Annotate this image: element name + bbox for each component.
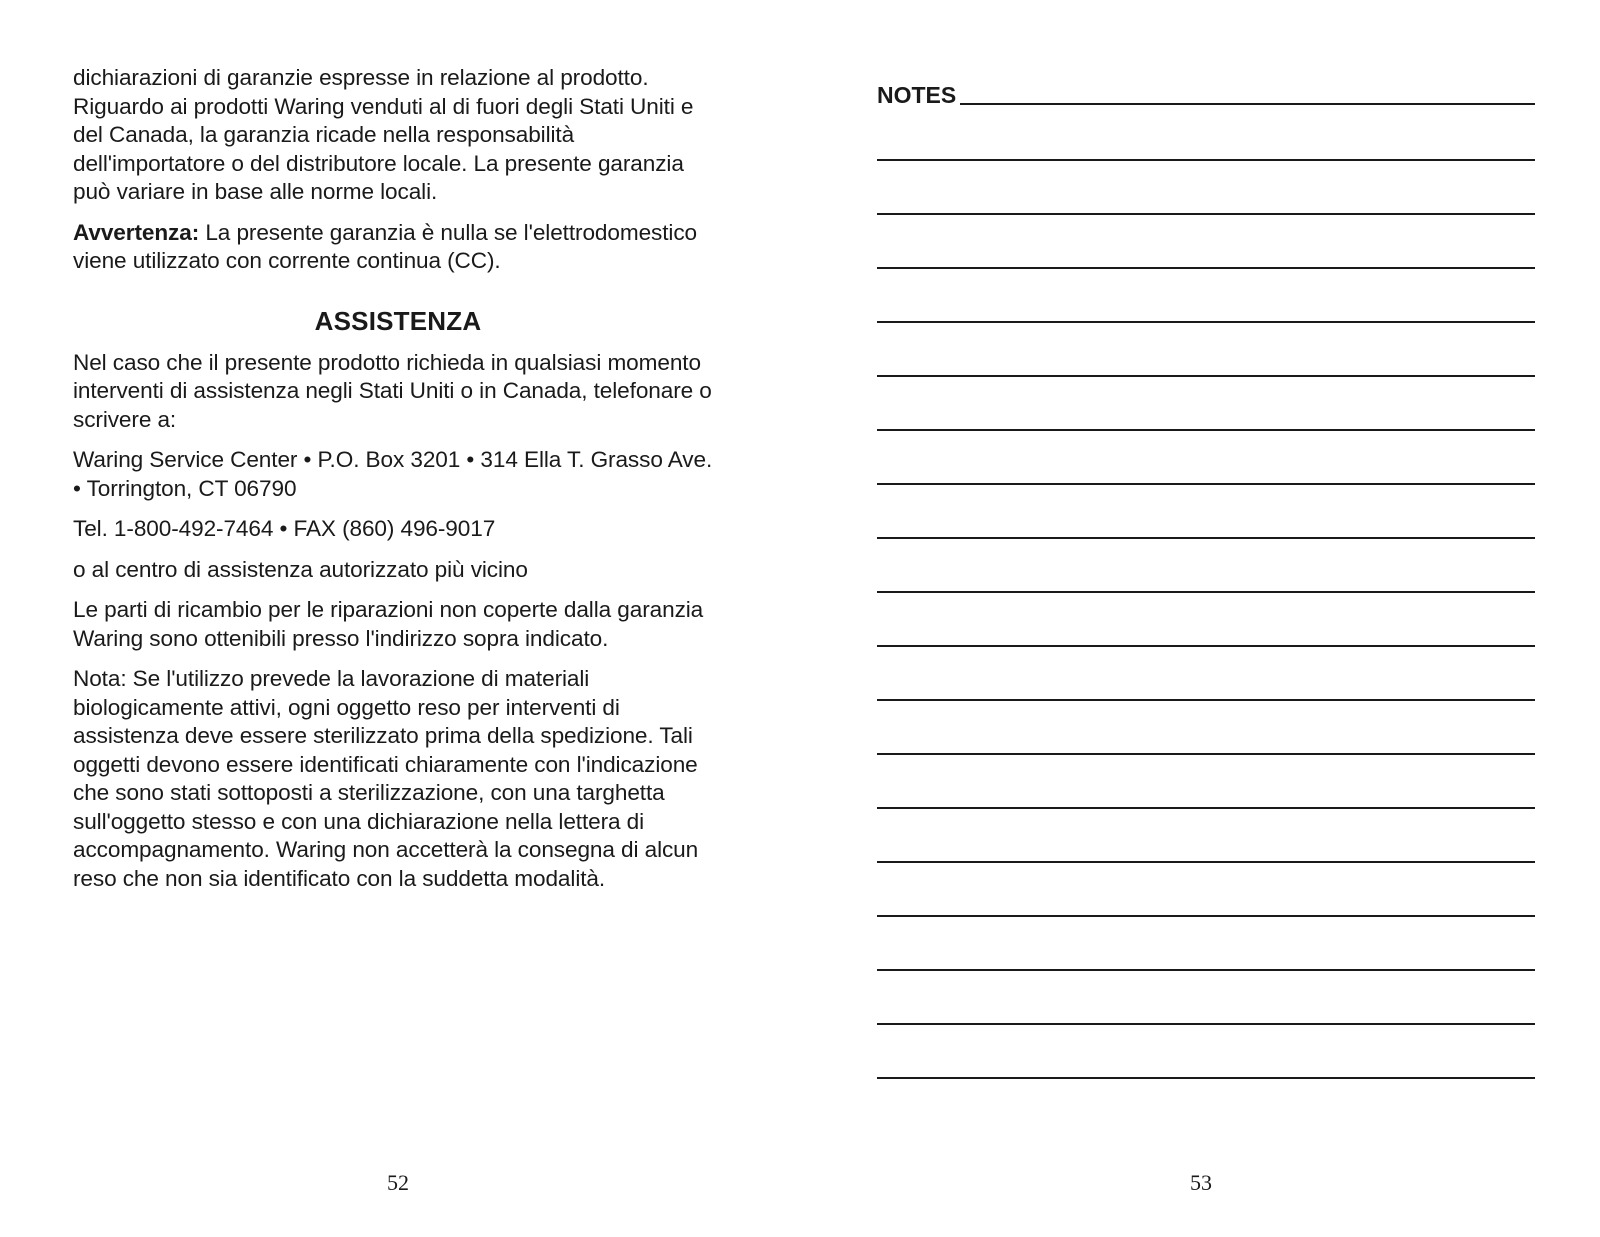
note-line <box>877 161 1535 215</box>
note-line <box>877 971 1535 1025</box>
note-line <box>877 323 1535 377</box>
left-page <box>73 64 723 905</box>
service-intro-paragraph: Nel caso che il presente prodotto richieda in qualsiasi momento interventi di assistenza negli Stati Uniti o in Canada, telefonare o scrivere a: <box>73 349 712 432</box>
notes-header <box>877 77 1535 107</box>
right-page <box>877 77 1535 1079</box>
note-line <box>877 917 1535 971</box>
page-number-right: 53 <box>1190 1170 1212 1195</box>
note-line <box>877 485 1535 539</box>
note-line <box>877 107 1535 161</box>
note-line <box>877 755 1535 809</box>
warning-label: Avvertenza: <box>73 219 200 245</box>
note-line <box>877 269 1535 323</box>
note-line <box>877 215 1535 269</box>
notes-title: NOTES <box>877 82 957 108</box>
note-line <box>877 539 1535 593</box>
notes-rule <box>960 103 1535 105</box>
note-line <box>877 593 1535 647</box>
service-phone: Tel. 1-800-492-7464 • FAX (860) 496-9017 <box>73 516 496 541</box>
warning-text: La presente garanzia è nulla se l'elettrodomestico viene utilizzato con corrente continua (CC). <box>73 219 697 273</box>
spare-parts-paragraph: Le parti di ricambio per le riparazioni non coperte dalla garanzia Waring sono ottenibili presso l'indirizzo sopra indicato. <box>73 597 704 651</box>
warranty-paragraph: dichiarazioni di garanzie espresse in relazione al prodotto. Riguardo ai prodotti Waring venduti al di fuori degli Stati Uniti e del Canada, la garanzia ricade nella responsabilità dell'importatore o del distributore locale. La presente garanzia può variare in base alle norme locali. <box>73 65 694 204</box>
note-line <box>877 701 1535 755</box>
note-line <box>877 431 1535 485</box>
warning-paragraph <box>73 219 723 276</box>
note-line <box>877 863 1535 917</box>
note-line <box>877 377 1535 431</box>
note-line <box>877 647 1535 701</box>
note-paragraph: Nota: Se l'utilizzo prevede la lavorazione di materiali biologicamente attivi, ogni oggetto reso per interventi di assistenza deve essere sterilizzato prima della spedizione. Tali oggetti devono essere identificati chiaramente con l'indicazione che sono stati sottoposti a sterilizzazione, con una targhetta sull'oggetto stesso e con una dichiarazione nella lettera di accompagnamento. Waring non accetterà la consegna di alcun reso che non sia identificato con la suddetta modalità. <box>73 666 699 891</box>
service-address: Waring Service Center • P.O. Box 3201 • 314 Ella T. Grasso Ave. • Torrington, CT 06790 <box>73 447 713 501</box>
page-number-left: 52 <box>387 1170 409 1195</box>
note-line <box>877 1025 1535 1079</box>
section-heading: ASSISTENZA <box>314 305 482 336</box>
note-line <box>877 809 1535 863</box>
nearest-center-paragraph: o al centro di assistenza autorizzato più vicino <box>73 556 528 582</box>
